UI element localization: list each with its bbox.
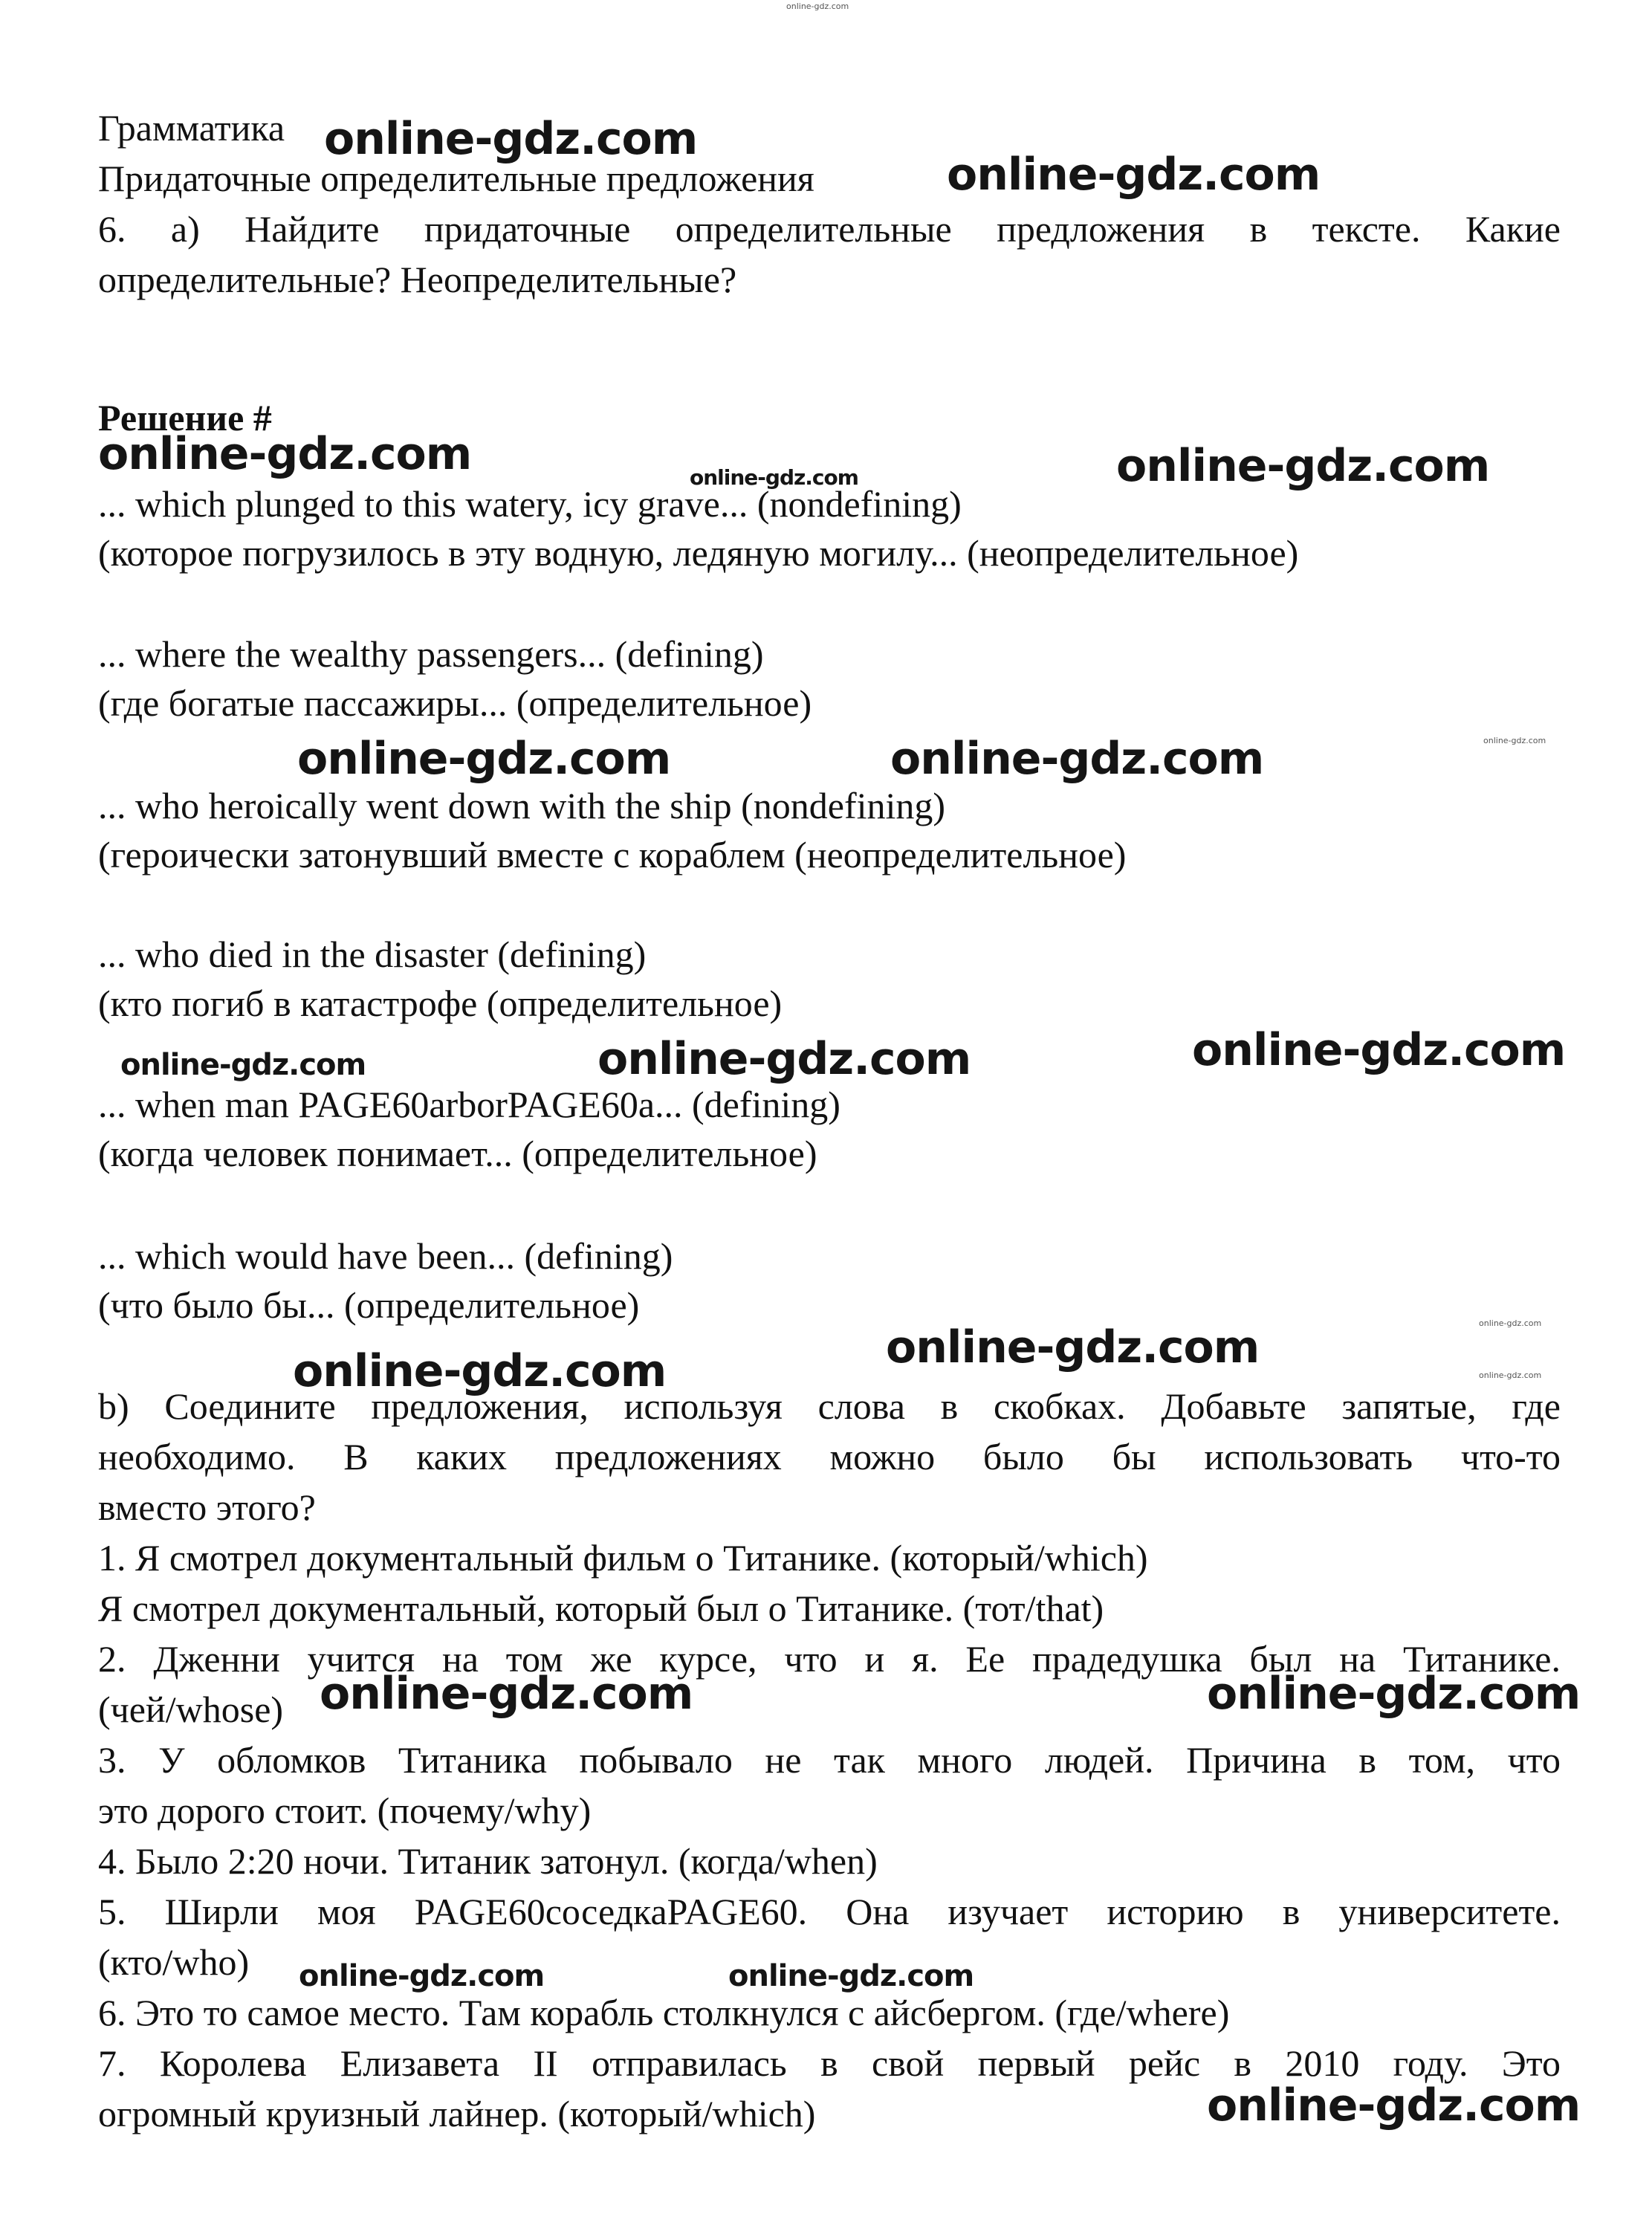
exercise-item: 4. Было 2:20 ночи. Титаник затонул. (когда/when) bbox=[98, 1840, 878, 1882]
clause-en: ... who died in the disaster (defining) bbox=[98, 933, 647, 975]
clause-ru: (где богатые пассажиры... (определительное) bbox=[98, 682, 812, 724]
watermark: online-gdz.com bbox=[98, 428, 472, 480]
watermark: online-gdz.com bbox=[786, 1, 849, 11]
watermark: online-gdz.com bbox=[947, 149, 1321, 201]
watermark: online-gdz.com bbox=[1479, 1370, 1542, 1380]
task-a-line-1: 6. а) Найдите придаточные определительные предложения в тексте. Какие bbox=[98, 208, 1561, 250]
clause-ru: (кто погиб в катастрофе (определительное) bbox=[98, 983, 783, 1024]
watermark: online-gdz.com bbox=[1116, 440, 1490, 492]
watermark: online-gdz.com bbox=[299, 1959, 545, 1993]
task-b-line-2: необходимо. В каких предложениях можно было бы использовать что-то bbox=[98, 1436, 1561, 1477]
clause-ru: (что было бы... (определительное) bbox=[98, 1284, 640, 1326]
clause-ru: (когда человек понимает... (определительное) bbox=[98, 1133, 817, 1174]
clause-en: ... where the wealthy passengers... (defining) bbox=[98, 633, 764, 675]
exercise-item-cont: (чей/whose) bbox=[98, 1689, 284, 1730]
watermark: online-gdz.com bbox=[597, 1033, 971, 1085]
section-title: Грамматика bbox=[98, 107, 285, 149]
exercise-item: 5. Ширли моя PAGE60соседкаPAGE60. Она изучает историю в университете. bbox=[98, 1891, 1561, 1932]
watermark: online-gdz.com bbox=[1479, 1318, 1542, 1328]
watermark: online-gdz.com bbox=[886, 1321, 1260, 1373]
task-b-line-1: b) Соедините предложения, используя слова в скобках. Добавьте запятые, где bbox=[98, 1385, 1561, 1427]
watermark: online-gdz.com bbox=[120, 1048, 366, 1082]
watermark: online-gdz.com bbox=[1192, 1024, 1566, 1076]
exercise-item: 2. Дженни учится на том же курсе, что и я. Ее прадедушка был на Титанике. bbox=[98, 1638, 1561, 1680]
task-a-line-2: определительные? Неопределительные? bbox=[98, 259, 737, 300]
clause-ru: (которое погрузилось в эту водную, ледяную могилу... (неопределительное) bbox=[98, 532, 1299, 574]
watermark: online-gdz.com bbox=[1483, 736, 1546, 745]
watermark: online-gdz.com bbox=[297, 733, 671, 785]
exercise-item: 6. Это то самое место. Там корабль столкнулся с айсбергом. (где/where) bbox=[98, 1992, 1230, 2033]
watermark: online-gdz.com bbox=[293, 1345, 667, 1397]
watermark: online-gdz.com bbox=[320, 1668, 693, 1720]
clause-ru: (героически затонувший вместе с кораблем (неопределительное) bbox=[98, 834, 1127, 875]
exercise-item: 3. У обломков Титаника побывало не так много людей. Причина в том, что bbox=[98, 1739, 1561, 1781]
exercise-answer: Я смотрел документальный, который был о Титанике. (тот/that) bbox=[98, 1587, 1104, 1629]
watermark: online-gdz.com bbox=[1207, 2079, 1581, 2132]
watermark: online-gdz.com bbox=[1207, 1668, 1581, 1720]
exercise-item: 1. Я смотрел документальный фильм о Титанике. (который/which) bbox=[98, 1537, 1148, 1579]
watermark: online-gdz.com bbox=[728, 1959, 974, 1993]
exercise-item: 7. Королева Елизавета II отправилась в свой первый рейс в 2010 году. Это bbox=[98, 2042, 1561, 2084]
watermark: online-gdz.com bbox=[890, 733, 1264, 785]
task-b-line-3: вместо этого? bbox=[98, 1486, 316, 1528]
clause-en: ... which plunged to this watery, icy grave... (nondefining) bbox=[98, 483, 962, 525]
clause-en: ... which would have been... (defining) bbox=[98, 1235, 673, 1277]
solution-label: Решение # bbox=[98, 397, 272, 438]
exercise-item-cont: огромный круизный лайнер. (который/which) bbox=[98, 2093, 816, 2134]
exercise-item-cont: (кто/who) bbox=[98, 1941, 250, 1983]
topic-title: Придаточные определительные предложения bbox=[98, 158, 814, 199]
watermark: online-gdz.com bbox=[690, 465, 858, 490]
clause-en: ... when man PAGE60arborPAGE60a... (defining) bbox=[98, 1084, 840, 1125]
watermark: online-gdz.com bbox=[324, 113, 698, 165]
clause-en: ... who heroically went down with the ship (nondefining) bbox=[98, 785, 946, 826]
exercise-item-cont: это дорого стоит. (почему/why) bbox=[98, 1790, 592, 1831]
